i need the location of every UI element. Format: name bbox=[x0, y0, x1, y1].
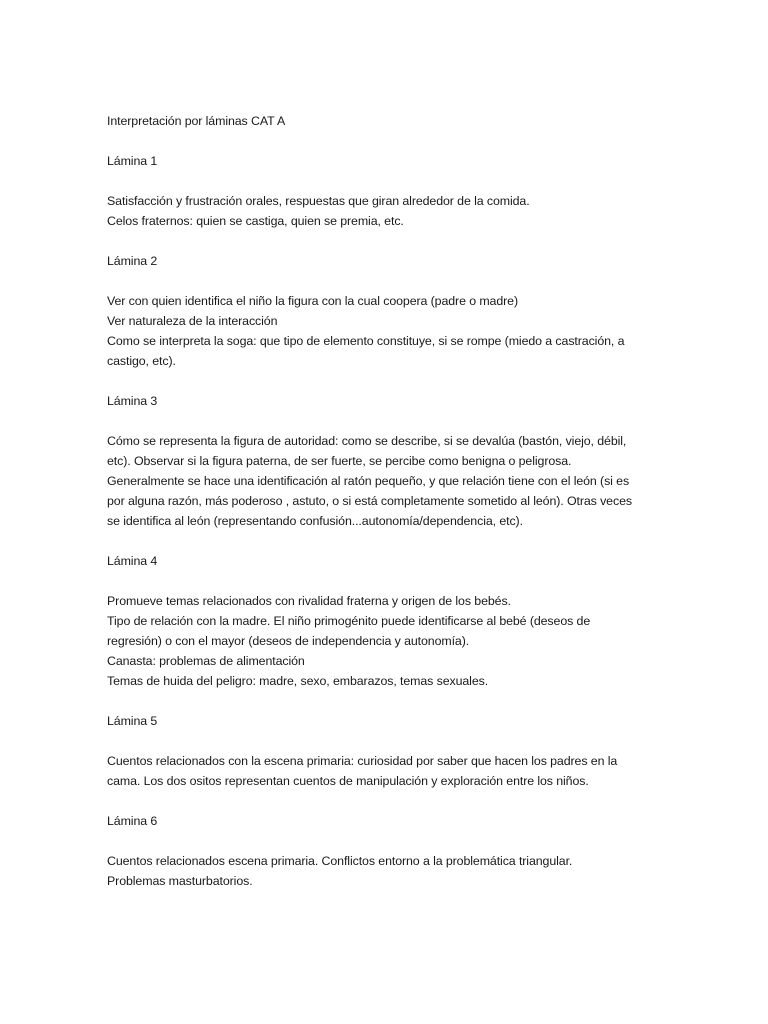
section-heading-4: Lámina 4 bbox=[107, 554, 158, 568]
spacer bbox=[107, 171, 667, 191]
document-title: Interpretación por láminas CAT A bbox=[107, 114, 286, 128]
spacer bbox=[107, 531, 667, 551]
paragraph-line: Tipo de relación con la madre. El niño primogénito puede identificarse al bebé (deseos de bbox=[107, 614, 591, 628]
paragraph-line: regresión) o con el mayor (deseos de independencia y autonomía). bbox=[107, 634, 470, 648]
spacer bbox=[107, 131, 667, 151]
spacer bbox=[107, 831, 667, 851]
spacer bbox=[107, 411, 667, 431]
paragraph-line: Problemas masturbatorios. bbox=[107, 874, 253, 888]
spacer bbox=[107, 731, 667, 751]
paragraph-line: por alguna razón, más poderoso , astuto, o si está completamente sometido al león). Otras veces bbox=[107, 494, 632, 508]
paragraph-line: Promueve temas relacionados con rivalidad fraterna y origen de los bebés. bbox=[107, 594, 511, 608]
paragraph-line: Generalmente se hace una identificación al ratón pequeño, y que relación tiene con el león (si es bbox=[107, 474, 630, 488]
paragraph-line: Celos fraternos: quien se castiga, quien se premia, etc. bbox=[107, 214, 404, 228]
document-page bbox=[107, 111, 667, 891]
spacer bbox=[107, 271, 667, 291]
spacer bbox=[107, 691, 667, 711]
section-heading-2: Lámina 2 bbox=[107, 254, 158, 268]
section-heading-6: Lámina 6 bbox=[107, 814, 158, 828]
spacer bbox=[107, 571, 667, 591]
paragraph-line: Cómo se representa la figura de autoridad: como se describe, si se devalúa (bastón, viejo, débil, bbox=[107, 434, 627, 448]
paragraph-line: Cuentos relacionados escena primaria. Conflictos entorno a la problemática triangular. bbox=[107, 854, 573, 868]
paragraph-line: Satisfacción y frustración orales, respuestas que giran alrededor de la comida. bbox=[107, 194, 530, 208]
paragraph-line: Ver con quien identifica el niño la figura con la cual coopera (padre o madre) bbox=[107, 294, 518, 308]
section-heading-1: Lámina 1 bbox=[107, 154, 158, 168]
spacer bbox=[107, 371, 667, 391]
paragraph-line: Como se interpreta la soga: que tipo de elemento constituye, si se rompe (miedo a castración, a bbox=[107, 334, 625, 348]
paragraph-line: Temas de huida del peligro: madre, sexo, embarazos, temas sexuales. bbox=[107, 674, 489, 688]
section-heading-3: Lámina 3 bbox=[107, 394, 158, 408]
paragraph-line: Cuentos relacionados con la escena primaria: curiosidad por saber que hacen los padres en la bbox=[107, 754, 618, 768]
paragraph-line: Canasta: problemas de alimentación bbox=[107, 654, 305, 668]
paragraph-line: castigo, etc). bbox=[107, 354, 176, 368]
spacer bbox=[107, 791, 667, 811]
paragraph-line: etc). Observar si la figura paterna, de ser fuerte, se percibe como benigna o peligrosa. bbox=[107, 454, 572, 468]
section-heading-5: Lámina 5 bbox=[107, 714, 158, 728]
paragraph-line: se identifica al león (representando confusión...autonomía/dependencia, etc). bbox=[107, 514, 523, 528]
spacer bbox=[107, 231, 667, 251]
paragraph-line: Ver naturaleza de la interacción bbox=[107, 314, 278, 328]
paragraph-line: cama. Los dos ositos representan cuentos de manipulación y exploración entre los niños. bbox=[107, 774, 589, 788]
